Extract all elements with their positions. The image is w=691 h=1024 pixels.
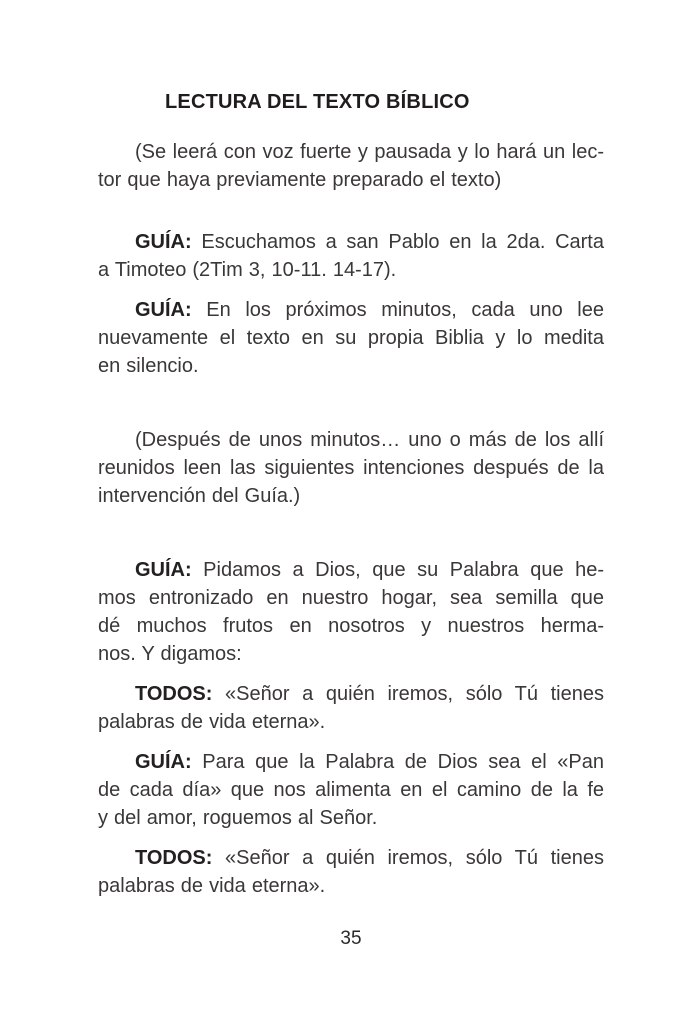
paragraph: [98, 296, 604, 380]
text-line: palabras de vida eterna».: [98, 711, 326, 733]
text-line: en silencio.: [98, 355, 199, 377]
paragraph: [98, 680, 604, 736]
text-line: a Timoteo (2Tim 3, 10-11. 14-17).: [98, 259, 397, 281]
text-line: palabras de vida eterna».: [98, 875, 326, 897]
text-line: GUÍA: En los próximos minutos, cada uno lee: [135, 299, 604, 321]
paragraph: [98, 556, 604, 668]
paragraph: [98, 426, 604, 510]
speaker-label: GUÍA:: [135, 559, 192, 581]
text-line: tor que haya previamente preparado el texto): [98, 169, 502, 191]
text-line: reunidos leen las siguientes intenciones después de la: [98, 457, 604, 479]
text-line: mos entronizado en nuestro hogar, sea semilla que: [98, 587, 604, 609]
text-line: nos. Y digamos:: [98, 643, 242, 665]
text-line: TODOS: «Señor a quién iremos, sólo Tú tienes: [135, 683, 604, 705]
text-line: TODOS: «Señor a quién iremos, sólo Tú tienes: [135, 847, 604, 869]
content: [98, 88, 604, 953]
text-line: nuevamente el texto en su propia Biblia y lo medita: [98, 327, 604, 349]
paragraph: [98, 228, 604, 284]
text-line: GUÍA: Pidamos a Dios, que su Palabra que he-: [135, 559, 604, 581]
text-line: (Se leerá con voz fuerte y pausada y lo hará un lec-: [135, 141, 604, 163]
speaker-label: GUÍA:: [135, 231, 192, 253]
page-number: 35: [340, 928, 362, 949]
text-line: GUÍA: Escuchamos a san Pablo en la 2da. Carta: [135, 231, 604, 253]
speaker-label: TODOS:: [135, 847, 213, 869]
speaker-label: GUÍA:: [135, 751, 192, 773]
text-line: de cada día» que nos alimenta en el camino de la fe: [98, 779, 604, 801]
text-line: dé muchos frutos en nosotros y nuestros herma-: [98, 615, 604, 637]
paragraph: [98, 844, 604, 900]
text-line: y del amor, roguemos al Señor.: [98, 807, 378, 829]
text-line: (Después de unos minutos… uno o más de los allí: [135, 429, 604, 451]
speaker-label: TODOS:: [135, 683, 213, 705]
text-line: GUÍA: Para que la Palabra de Dios sea el «Pan: [135, 751, 604, 773]
speaker-label: GUÍA:: [135, 299, 192, 321]
text-line: intervención del Guía.): [98, 485, 301, 507]
paragraph: [98, 748, 604, 832]
section-heading: LECTURA DEL TEXTO BÍBLICO: [165, 91, 470, 113]
paragraph: [98, 138, 604, 194]
